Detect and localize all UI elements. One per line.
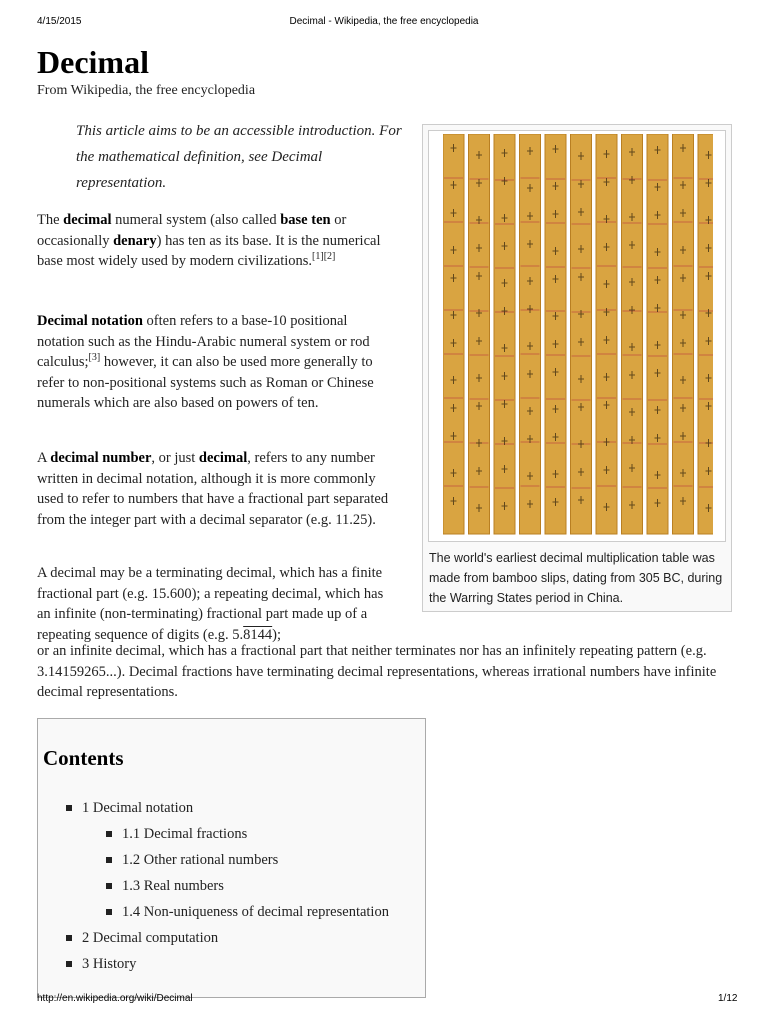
text-run: ); [272, 626, 282, 643]
bullet-icon [66, 961, 72, 967]
bullet-icon [66, 805, 72, 811]
toc-item-decimal-notation[interactable] [66, 798, 193, 818]
page-title: Decimal [37, 44, 149, 80]
bullet-icon [66, 935, 72, 941]
toc-item-history[interactable] [66, 954, 136, 974]
table-of-contents [37, 718, 426, 998]
paragraph-decimal-number [37, 448, 397, 530]
toc-item-label: 3 History [82, 956, 137, 972]
bamboo-slip [647, 134, 668, 534]
print-url: http://en.wikipedia.org/wiki/Decimal [37, 993, 193, 1004]
toc-item-label: 1.1 Decimal fractions [122, 826, 248, 842]
hatnote: This article aims to be an accessible introduction. For the mathematical definition, see Decimal representation. [76, 123, 402, 191]
bamboo-slip [596, 134, 617, 534]
print-footer [0, 993, 768, 1009]
bamboo-slip [469, 134, 490, 534]
text-run: The [37, 212, 64, 228]
bamboo-slip [698, 134, 713, 534]
reference-link-2[interactable]: [2] [323, 251, 336, 263]
bamboo-slip [494, 134, 515, 534]
text-run: , refers to any number written in decimal notation, although it is more commonly used to refer to numbers that have a fractional part separated from the integer part with a decimal separator (e.g. 11.25). [37, 450, 389, 528]
toc-item-decimal-fractions[interactable] [106, 824, 247, 844]
repeating-digits: 8144 [243, 626, 273, 643]
reference-link-3[interactable]: [3] [88, 352, 101, 364]
toc-item-real-numbers[interactable] [106, 876, 224, 896]
paragraph-intro [37, 210, 397, 272]
text-run: A decimal may be a terminating decimal, which has a finite fractional part (e.g. 15.600); a repeating decimal, which has an infinite (non-terminating) fractional part made up of a repeating sequence of digits (e.g. 5. [37, 565, 384, 643]
paragraph-notation [37, 311, 397, 414]
toc-item-other-rational-numbers[interactable] [106, 850, 278, 870]
toc-item-label: 1.3 Real numbers [122, 878, 224, 894]
print-date: 4/15/2015 [37, 16, 82, 27]
bamboo-slips-image[interactable] [428, 130, 726, 542]
bullet-icon [106, 883, 112, 889]
bamboo-slip [545, 134, 566, 534]
print-page-number: 1/12 [718, 993, 738, 1004]
toc-item-label: 2 Decimal computation [82, 930, 219, 946]
figure-thumbnail [422, 124, 732, 612]
bold-term-decimal-2: decimal [198, 450, 248, 466]
reference-link-1[interactable]: [1] [312, 251, 324, 263]
text-run: A [37, 450, 51, 466]
text-run: , or just [151, 450, 199, 466]
bamboo-slip [622, 134, 643, 534]
bold-term-denary: denary [113, 232, 157, 249]
bamboo-slip [673, 134, 694, 534]
bamboo-slips-picture [443, 134, 713, 538]
bold-term-decimal: decimal [63, 212, 112, 228]
paragraph-terminating [37, 563, 397, 645]
bold-term-decimal-number: decimal number [50, 450, 152, 466]
bamboo-slip [520, 134, 541, 534]
bullet-icon [106, 909, 112, 915]
bamboo-slip [571, 134, 592, 534]
print-page-title: Decimal - Wikipedia, the free encyclopedia [289, 16, 479, 27]
toc-title: Contents [43, 746, 124, 770]
text-run: numeral system (also called [111, 212, 281, 228]
toc-item-label: 1 Decimal notation [82, 800, 194, 816]
toc-item-decimal-computation[interactable] [66, 928, 218, 948]
bullet-icon [106, 857, 112, 863]
paragraph-infinite: or an infinite decimal, which has a fractional part that neither terminates nor has an infinitely repeating pattern (e.g. 3.14159265...). Decimal fractions have terminating decimal representations, whereas irrational numbers have infinite decimal representations. [37, 643, 717, 700]
text-run: often refers to a base-10 positional notation such as the Hindu-Arabic numeral system or rod calculus; [37, 313, 370, 370]
toc-item-label: 1.2 Other rational numbers [122, 852, 279, 868]
toc-item-non-uniqueness[interactable] [106, 902, 389, 922]
bullet-icon [106, 831, 112, 837]
text-run: however, it can also be used more generally to refer to non-positional systems such as Roman or Chinese numerals which are also based on powers of ten. [37, 354, 374, 411]
bold-term-decimal-notation: Decimal notation [37, 313, 143, 329]
page-subtitle: From Wikipedia, the free encyclopedia [37, 83, 256, 98]
text-run: or occasionally [37, 212, 347, 249]
toc-item-label: 1.4 Non-uniqueness of decimal representation [122, 904, 389, 920]
figure-caption: The world's earliest decimal multiplication table was made from bamboo slips, dating from 305 BC, during the Warring States period in China. [429, 551, 723, 605]
print-header [0, 16, 768, 32]
bold-term-base-ten: base ten [280, 212, 331, 228]
text-run: ) has ten as its base. It is the numerical base most widely used by modern civilizations. [37, 232, 381, 269]
bamboo-slip [443, 134, 464, 534]
